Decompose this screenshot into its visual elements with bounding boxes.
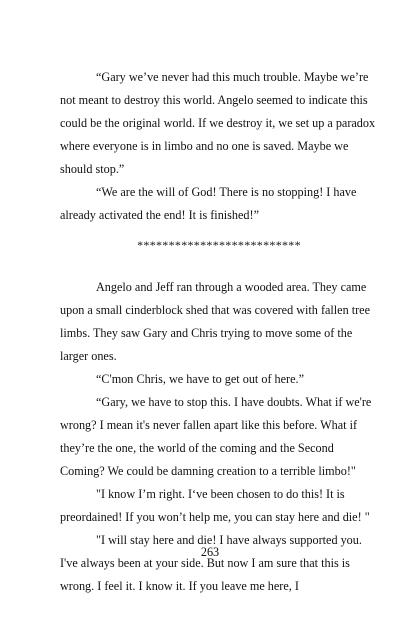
paragraph: “We are the will of God! There is no stopping! I have already activated the end! It is finished!”	[60, 185, 357, 222]
paragraph: “C'mon Chris, we have to get out of here.”	[96, 372, 304, 386]
page-body	[60, 66, 378, 598]
paragraph: “Gary, we have to stop this. I have doubts. What if we're wrong? I mean it's never fallen apart like this before. What if they’re the one, the world of the coming and the Second Coming? We could be damning creation to a terrible limbo!"	[60, 395, 372, 478]
paragraph: “Gary we’ve never had this much trouble. Maybe we’re not meant to destroy this world. Angelo seemed to indicate this could be the original world. If we destroy it, we set up a paradox where everyone is in limbo and no one is saved. Maybe we should stop.”	[60, 70, 376, 176]
paragraph: "I know I’m right. I‘ve been chosen to do this! It is preordained! If you won’t help me, you can stay here and die! "	[60, 487, 370, 524]
page-number: 263	[200, 545, 220, 559]
section-separator: **************************	[137, 238, 301, 252]
paragraph: Angelo and Jeff ran through a wooded area. They came upon a small cinderblock shed that was covered with fallen tree limbs. They saw Gary and Chris trying to move some of the larger ones.	[60, 280, 370, 363]
paragraph: "I will stay here and die! I have always supported you. I've always been at your side. But now I am sure that this is wrong. I feel it. I know it. If you leave me here, I	[60, 533, 362, 593]
